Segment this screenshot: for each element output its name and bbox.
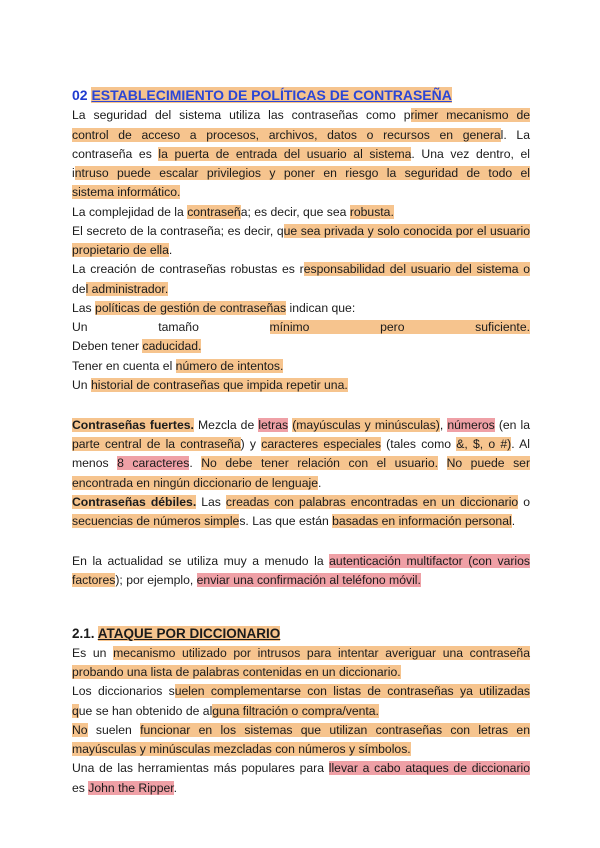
pink-highlight: letras [258,418,289,432]
orange-highlight: uelen complementarse con listas de contraseñas ya utilizadas [174,684,530,698]
orange-highlight: esponsabilidad del usuario del sistema o [303,262,530,276]
orange-highlight: No [72,723,88,737]
text-line: encontrada en ningún diccionario de lenguaje. [72,476,322,490]
orange-highlight: l administrador. [85,282,169,296]
text-line: No suelen funcionar en los sistemas que utilizan contraseñas con letras en [72,723,530,737]
text-line [72,663,530,682]
pink-highlight: llevar a cabo ataques de diccionario [328,761,530,775]
orange-highlight: creadas con palabras encontradas en un diccionario [225,495,519,509]
text-line: Un historial de contraseñas que impida repetir una. [72,378,348,392]
orange-highlight: caducidad. [142,339,202,353]
text-line [72,183,530,202]
text-line: La creación de contraseñas robustas es responsabilidad del usuario del sistema o [72,262,530,276]
orange-highlight: (mayúsculas y minúsculas) [292,418,440,432]
text-line: parte central de la contraseña) y caracteres especiales (tales como &, $, o #). Al [72,437,531,451]
pink-highlight: 8 caracteres [117,456,190,470]
orange-highlight: la puerta de entrada del usuario al sistema [158,147,412,161]
section-number: 02 [72,87,88,103]
orange-highlight: propietario de ella [72,243,169,257]
text-line: En la actualidad se utiliza muy a menudo la autenticación multifactor (con varios [72,554,530,568]
text-line: Una de las herramientas más populares para llevar a cabo ataques de diccionario [72,761,530,775]
text-line: Contraseñas fuertes. Mezcla de letras (mayúsculas y minúsculas), números (en la [72,418,531,432]
orange-highlight: número de intentos. [175,359,284,373]
orange-highlight: ntruso puede escalar privilegios y poner en riesgo la seguridad de todo el [74,166,530,180]
orange-highlight: probando una lista de palabras contenidas en un diccionario. [72,665,401,679]
text-line: El secreto de la contraseña; es decir, que sea privada y solo conocida por el usuario [72,224,531,238]
orange-highlight: mínimo pero suficiente. [269,320,530,334]
pink-highlight: autenticación multifactor (con varios [329,554,530,568]
orange-highlight: control de acceso a procesos, archivos, datos o recursos en genera [72,128,501,142]
orange-highlight: secuencias de números simple [72,514,240,528]
text-line: Los diccionarios suelen complementarse con listas de contraseñas ya utilizadas [72,684,530,698]
text-line: factores); por ejemplo, enviar una confirmación al teléfono móvil. [72,573,421,587]
pink-highlight: números [447,418,495,432]
orange-highlight: &, $, o #) [456,437,512,451]
text-line: intruso puede escalar privilegios y poner en riesgo la seguridad de todo el [72,166,530,180]
orange-highlight: No debe tener relación con el usuario. [201,456,439,470]
bold-highlighted-term: Contraseñas fuertes. [72,418,194,432]
pink-highlight: enviar una confirmación al teléfono móvil. [196,573,421,587]
orange-highlight: funcionar en los sistemas que utilizan contraseñas con letras en [140,723,530,737]
orange-highlight: rimer mecanismo de [410,108,531,122]
orange-highlight: robusta. [349,205,394,219]
text-line: Deben tener caducidad. [72,339,202,353]
text-line: propietario de ella. [72,243,173,257]
text-line: Es un mecanismo utilizado por intrusos para intentar averiguar una contraseña [72,646,530,660]
orange-highlight: encontrada en ningún diccionario de lenguaje [72,476,318,490]
text-line: es John the Ripper. [72,781,178,795]
section-title: ESTABLECIMIENTO DE POLÍTICAS DE CONTRASEÑA [91,87,452,103]
text-line: del administrador. [72,282,169,296]
subsection-number: 2.1. [72,626,95,641]
text-line [72,740,530,759]
text-line: Las políticas de gestión de contraseñas indican que: [72,301,356,315]
subsection-heading [72,624,530,643]
text-line: control de acceso a procesos, archivos, datos o recursos en general. La [72,128,530,142]
text-line: Tener en cuenta el número de intentos. [72,359,284,373]
orange-highlight: caracteres especiales [261,437,381,451]
orange-highlight: historial de contraseñas que impida repetir una. [90,378,348,392]
text-line: que se han obtenido de alguna filtración o compra/venta. [72,704,379,718]
orange-highlight: políticas de gestión de contraseñas [95,301,287,315]
orange-highlight: q [72,704,79,718]
section-heading [72,86,530,105]
text-line: menos 8 caracteres. No debe tener relación con el usuario. No puede ser [72,456,531,470]
text-line: Contraseñas débiles. Las creadas con palabras encontradas en un diccionario o [72,495,530,509]
orange-highlight: contraseñ [187,205,241,219]
text-line: contraseña es la puerta de entrada del usuario al sistema. Una vez dentro, el [72,147,530,161]
bold-highlighted-term: Contraseñas débiles. [72,495,197,509]
orange-highlight: mayúsculas y minúsculas mezcladas con números y símbolos. [72,742,411,756]
text-line: Un tamaño mínimo pero suficiente. [72,320,530,334]
subsection-title: ATAQUE POR DICCIONARIO [97,626,281,641]
orange-highlight: factores [72,573,116,587]
text-line: La seguridad del sistema utiliza las contraseñas como primer mecanismo de [72,108,531,122]
orange-highlight: parte central de la contraseña [72,437,241,451]
orange-highlight: sistema informático. [72,185,181,199]
pink-highlight: John the Ripper [88,781,174,795]
text-line: La complejidad de la contraseña; es decir, que sea robusta. [72,205,394,219]
orange-highlight: mecanismo utilizado por intrusos para intentar averiguar una contraseña [113,646,530,660]
orange-highlight: basadas en información personal [332,514,512,528]
orange-highlight: No puede ser [446,456,531,470]
text-line: secuencias de números simples. Las que están basadas en información personal. [72,514,516,528]
orange-highlight: guna filtración o compra/venta. [212,704,379,718]
orange-highlight: ue sea privada y solo conocida por el usuario [283,224,531,238]
